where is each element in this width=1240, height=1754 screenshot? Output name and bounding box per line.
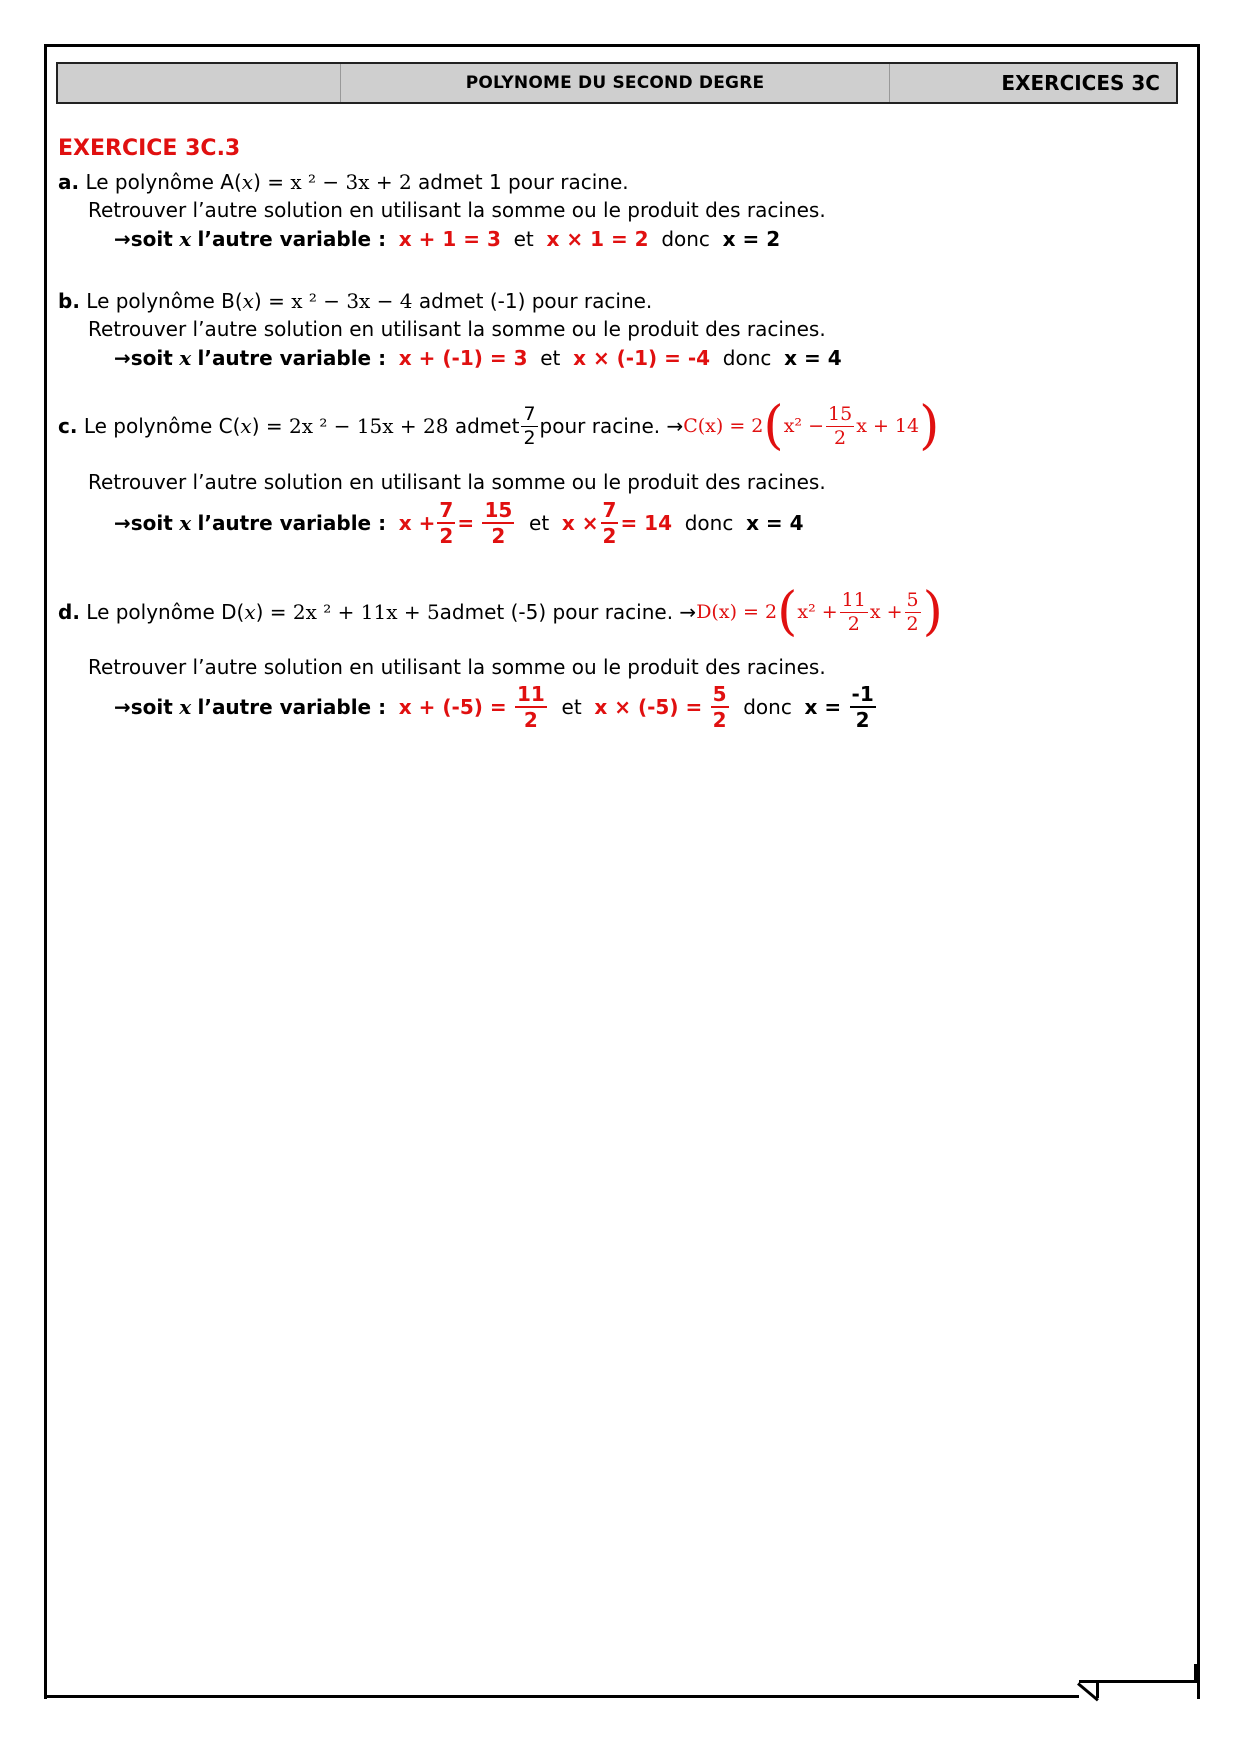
item-c-factored-prefix: C(x) = 2 bbox=[683, 415, 764, 437]
item-d-result-num: -1 bbox=[851, 682, 874, 706]
header-section: EXERCICES 3C bbox=[1001, 71, 1160, 95]
item-c-var: x bbox=[240, 414, 252, 438]
item-d-prod-res-num: 5 bbox=[712, 682, 727, 706]
item-c-prod-num: 7 bbox=[602, 498, 617, 522]
item-c-root-num: 7 bbox=[523, 402, 536, 425]
item-d-soit: soit bbox=[130, 695, 173, 719]
item-c-donc: donc bbox=[684, 511, 734, 535]
item-a-product: x × 1 = 2 bbox=[546, 227, 649, 251]
item-c-sum-den: 2 bbox=[439, 524, 454, 548]
item-d-et: et bbox=[561, 695, 582, 719]
item-d-factored-frac1-den: 2 bbox=[847, 612, 860, 635]
item-d-result-prefix: x = bbox=[804, 695, 842, 719]
item-d-sum-res-num: 11 bbox=[516, 682, 545, 706]
item-c-prod-prefix: x × bbox=[561, 511, 599, 535]
item-d-factored-fraction-2 bbox=[905, 588, 921, 635]
item-d-text-before: Le polynôme D( bbox=[86, 600, 245, 624]
item-c-text-after: pour racine. bbox=[539, 414, 661, 438]
item-b-product: x × (-1) = -4 bbox=[573, 346, 711, 370]
item-c-answer: → soit x l’autre variable : x + $\frac{7}{2}$ = $\frac{15}{2}$ et x × $\frac{7}{2}$ = 14 donc x = 4 bbox=[114, 498, 804, 548]
item-d-sum-res-den: 2 bbox=[523, 708, 538, 732]
item-d-sum-prefix: x + (-5) = bbox=[398, 695, 507, 719]
item-b-instruction: Retrouver l’autre solution en utilisant la somme ou le produit des racines. bbox=[88, 317, 826, 341]
item-d-prod-result bbox=[711, 684, 729, 730]
item-d-var: x bbox=[244, 600, 256, 624]
item-d-expression: 2x ² + 11x + 5 bbox=[292, 600, 440, 624]
item-c-factored-fraction bbox=[826, 402, 854, 449]
page-header bbox=[56, 62, 1178, 104]
item-c-statement: c. Le polynôme C( x ) = 2x ² − 15x + 28 admet $\frac{7}{2}$ pour racine. → C(x) = 2 ( x² − $\frac{15}{2}$ x + 14 ) bbox=[58, 396, 940, 456]
item-c-root-den: 2 bbox=[523, 426, 536, 449]
item-a-soit: soit bbox=[130, 227, 173, 251]
item-c-sum-result bbox=[482, 500, 514, 546]
page-corner-edge bbox=[1194, 1664, 1197, 1683]
item-c-factored-inner-b: x + 14 bbox=[856, 415, 920, 437]
item-a-text-after: admet 1 pour racine. bbox=[411, 170, 629, 194]
item-d-text-after: admet (-5) pour racine. bbox=[439, 600, 674, 624]
item-b-soit-var: x bbox=[179, 346, 192, 370]
item-d-factored-prefix: D(x) = 2 bbox=[696, 601, 778, 623]
item-d-factored-inner-a: x² + bbox=[797, 601, 838, 623]
item-a-et: et bbox=[513, 227, 534, 251]
exercise-title: EXERCICE 3C.3 bbox=[58, 136, 241, 161]
item-d-sum-result bbox=[515, 684, 547, 730]
item-a-label: a. bbox=[58, 170, 80, 194]
item-c-soit: soit bbox=[130, 511, 173, 535]
item-c-factored-frac-den: 2 bbox=[834, 426, 847, 449]
item-c-autre-variable: l’autre variable : bbox=[197, 511, 387, 535]
item-d-factored-frac1-num: 11 bbox=[841, 588, 866, 611]
header-title: POLYNOME DU SECOND DEGRE bbox=[341, 64, 890, 102]
header-blank-cell bbox=[58, 64, 341, 102]
item-d-factored-fraction-1 bbox=[840, 588, 868, 635]
item-c-text-before: Le polynôme C( bbox=[83, 414, 241, 438]
item-a-sum: x + 1 = 3 bbox=[398, 227, 501, 251]
item-b-text-after: admet (-1) pour racine. bbox=[412, 289, 653, 313]
item-d-factored-frac2-den: 2 bbox=[906, 612, 919, 635]
item-d-result-fraction bbox=[850, 684, 876, 730]
item-d-prod-res-den: 2 bbox=[712, 708, 727, 732]
item-c-sum-fraction bbox=[437, 500, 455, 546]
item-d-factored-frac2-num: 5 bbox=[906, 588, 919, 611]
item-c-sum-num: 7 bbox=[439, 498, 454, 522]
item-a-autre-variable: l’autre variable : bbox=[197, 227, 387, 251]
item-a-var: x bbox=[241, 170, 254, 194]
item-b-label: b. bbox=[58, 289, 80, 313]
item-d-factored: D(x) = 2 ( x² + $\frac{11}{2}$ x + $\frac{5}{2}$ ) bbox=[696, 582, 943, 642]
item-c-prod-result: = 14 bbox=[620, 511, 673, 535]
item-d-soit-var: x bbox=[179, 695, 192, 719]
item-d-prod-prefix: x × (-5) = bbox=[594, 695, 703, 719]
item-c-sum-res-den: 2 bbox=[491, 524, 506, 548]
item-a-text-before: Le polynôme A( bbox=[85, 170, 242, 194]
item-c-instruction: Retrouver l’autre solution en utilisant la somme ou le produit des racines. bbox=[88, 470, 826, 494]
item-c-factored: C(x) = 2 ( x² − $\frac{15}{2}$ x + 14 ) bbox=[683, 396, 940, 456]
item-a-answer: →soit x l’autre variable : x + 1 = 3 et x × 1 = 2 donc x = 2 bbox=[114, 227, 781, 251]
item-d-factored-inner-b: x + bbox=[869, 601, 903, 623]
item-c-label: c. bbox=[58, 414, 78, 438]
item-c-factored-frac-num: 15 bbox=[828, 402, 853, 425]
item-c-sum-eq: = bbox=[457, 511, 475, 535]
item-c-prod-den: 2 bbox=[602, 524, 617, 548]
item-d-instruction: Retrouver l’autre solution en utilisant la somme ou le produit des racines. bbox=[88, 655, 826, 679]
item-c-prod-fraction bbox=[601, 500, 619, 546]
item-d-result-den: 2 bbox=[855, 708, 870, 732]
item-c-admet: admet bbox=[454, 414, 520, 438]
item-b-var: x bbox=[242, 289, 254, 313]
item-b-et: et bbox=[540, 346, 561, 370]
item-c-root-fraction bbox=[521, 402, 537, 449]
item-b-expression: x ² − 3x − 4 bbox=[291, 289, 413, 313]
item-b-soit: soit bbox=[130, 346, 173, 370]
item-d-autre-variable: l’autre variable : bbox=[197, 695, 387, 719]
item-b-donc: donc bbox=[722, 346, 772, 370]
item-c-sum-prefix: x + bbox=[398, 511, 436, 535]
item-d-answer: → soit x l’autre variable : x + (-5) = $\frac{11}{2}$ et x × (-5) = $\frac{5}{2}$ donc x = $\frac{-1}{2}$ bbox=[114, 682, 874, 732]
item-b-text-before: Le polynôme B( bbox=[86, 289, 243, 313]
item-b-autre-variable: l’autre variable : bbox=[197, 346, 387, 370]
item-c-result: x = 4 bbox=[746, 511, 804, 535]
item-b-answer: →soit x l’autre variable : x + (-1) = 3 et x × (-1) = -4 donc x = 4 bbox=[114, 346, 842, 370]
item-d-label: d. bbox=[58, 600, 80, 624]
item-b-result: x = 4 bbox=[784, 346, 842, 370]
item-c-sum-res-num: 15 bbox=[484, 498, 513, 522]
page-frame-bottom bbox=[44, 1695, 1079, 1698]
item-b-sum: x + (-1) = 3 bbox=[398, 346, 528, 370]
item-c-factored-inner-a: x² − bbox=[783, 415, 824, 437]
item-c-soit-var: x bbox=[179, 511, 192, 535]
item-c-expression: 2x ² − 15x + 28 bbox=[288, 414, 449, 438]
item-a-expression: x ² − 3x + 2 bbox=[290, 170, 412, 194]
item-a-donc: donc bbox=[661, 227, 710, 251]
item-a-statement: a. Le polynôme A(x) = x ² − 3x + 2 admet 1 pour racine. bbox=[58, 170, 629, 194]
item-d-donc: donc bbox=[743, 695, 792, 719]
item-a-result: x = 2 bbox=[722, 227, 781, 251]
item-d-statement: d. Le polynôme D( x ) = 2x ² + 11x + 5 admet (-5) pour racine. → D(x) = 2 ( x² + $\frac{11}{2}$ x + $\frac{5}{2}$ ) bbox=[58, 582, 943, 642]
item-a-instruction: Retrouver l’autre solution en utilisant la somme ou le produit des racines. bbox=[88, 198, 826, 222]
item-c-et: et bbox=[529, 511, 550, 535]
item-b-statement: b. Le polynôme B(x) = x ² − 3x − 4 admet (-1) pour racine. bbox=[58, 289, 653, 313]
item-a-soit-var: x bbox=[179, 227, 192, 251]
page-corner-tick bbox=[1096, 1680, 1099, 1698]
